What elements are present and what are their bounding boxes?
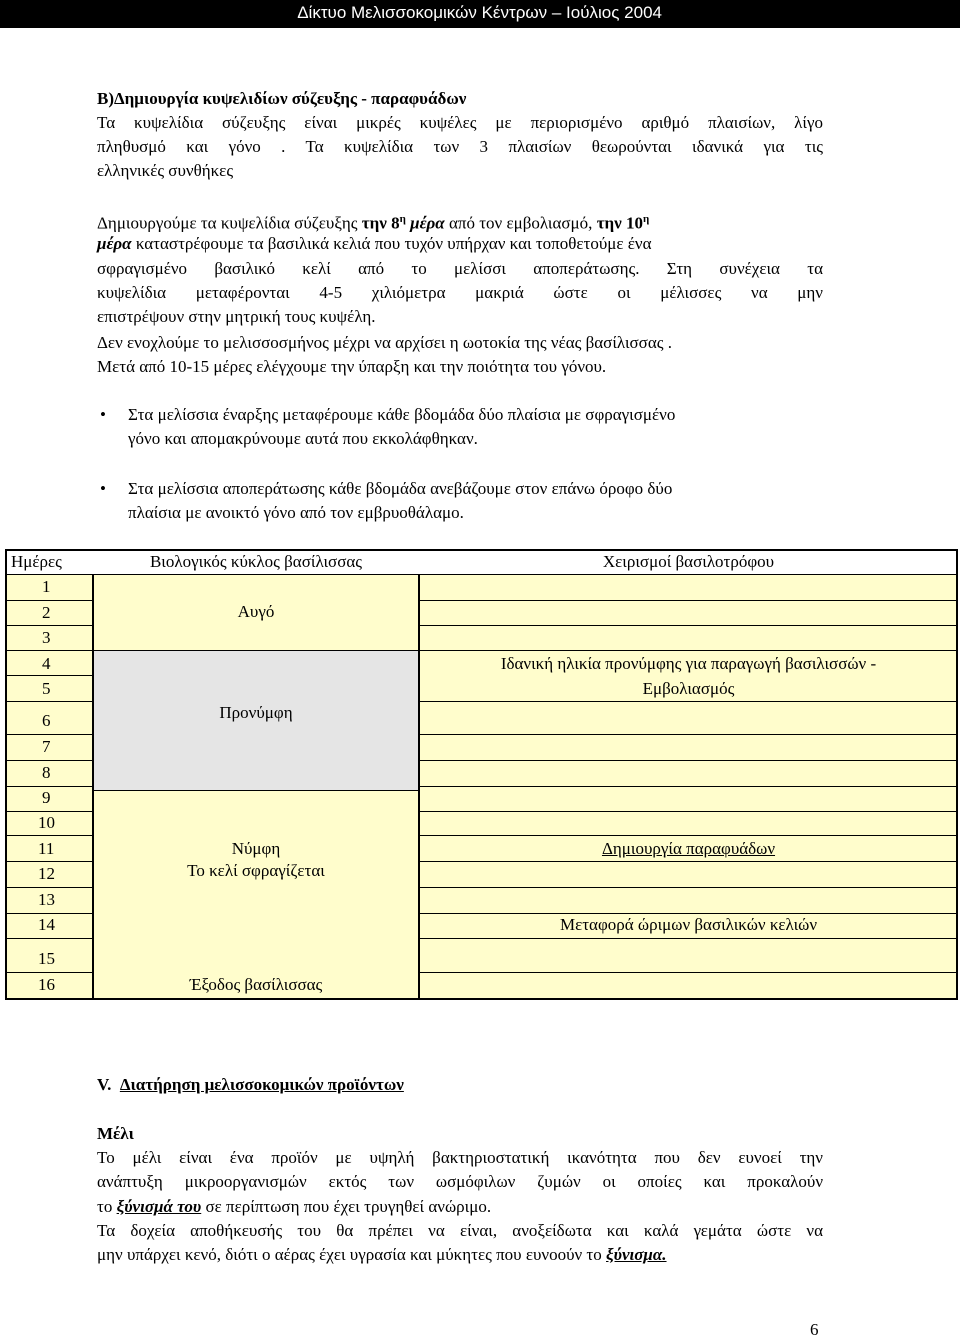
day-cell: 5 — [42, 679, 51, 698]
queen-cycle-table — [5, 549, 958, 1000]
grid-line — [418, 575, 420, 1000]
honey-line: Το μέλι είναι ένα προϊόν με υψηλή βακτηριοστατική ικανότητα που δεν ευνοεί την — [97, 1148, 823, 1167]
action-create-splits: Δημιουργία παραφυάδων — [601, 839, 776, 858]
p3: Δεν ενοχλούμε το μελισσοσμήνος μέχρι να αρχίσει η ωοτοκία της νέας βασίλισσας . — [97, 333, 672, 352]
day-cell: 9 — [42, 788, 51, 807]
grid-line — [5, 701, 93, 702]
p2-line: κυψελίδια μεταφέρονται 4-5 χιλιόμετρα μακριά ώστε οι μέλισσες να μην — [97, 283, 823, 302]
p2-line: επιστρέψουν στην μητρική τους κυψέλη. — [97, 307, 376, 326]
stage-larva: Προνύμφη — [219, 703, 293, 722]
grid-line — [419, 887, 958, 888]
grid-line — [5, 887, 93, 888]
section-v-heading — [97, 1073, 404, 1097]
intro-line: ελληνικές συνθήκες — [97, 161, 234, 180]
day-cell: 7 — [42, 737, 51, 756]
section-v-number: V. — [97, 1075, 112, 1094]
grid-line — [419, 938, 958, 939]
bullet-1-line-2: γόνο και απομακρύνουμε αυτά που εκκολάφθηκαν. — [128, 429, 478, 448]
action-transfer-cells: Μεταφορά ώριμων βασιλικών κελιών — [559, 915, 818, 934]
intro-line: πληθυσμό και γόνο . Τα κυψελίδια των 3 πλαισίων θεωρούνται ιδανικά για τις — [97, 137, 823, 156]
grid-line — [5, 574, 958, 575]
grid-line — [419, 734, 958, 735]
honey-em: ξύνισμά του — [116, 1197, 202, 1216]
pupa-bg — [93, 790, 419, 1000]
grid-line — [419, 835, 958, 836]
section-b-intro — [97, 111, 823, 183]
honey-em: ξύνισμα. — [606, 1245, 667, 1264]
grid-line — [5, 938, 93, 939]
honey-text: μην υπάρχει κενό, διότι ο αέρας έχει υγρασία και μύκητες που ευνοούν το — [97, 1245, 607, 1264]
grid-line — [5, 650, 93, 651]
honey-line: Τα δοχεία αποθήκευσής του θα πρέπει να είναι, ανοξείδωτα και καλά γεμάτα ώστε να — [97, 1221, 823, 1240]
stage-egg: Αυγό — [237, 602, 275, 621]
grid-line — [5, 600, 93, 601]
day-cell: 3 — [42, 628, 51, 647]
honey-line: ανάπτυξη μικροοργανισμών εκτός των ωσμόφιλων ζυμών οι οποίες και προκαλούν — [97, 1172, 823, 1191]
day-cell: 1 — [42, 577, 51, 596]
grid-line — [5, 786, 93, 787]
grid-line — [5, 972, 93, 973]
honey-body — [97, 1146, 823, 1194]
p2-sup: η — [643, 213, 650, 225]
day-cell: 15 — [38, 949, 55, 968]
grid-line — [419, 625, 958, 626]
grid-line — [419, 760, 958, 761]
grid-line — [5, 625, 93, 626]
grid-line — [5, 734, 93, 735]
stage-cell-sealed: Το κελί σφραγίζεται — [187, 861, 325, 880]
header-breeder-actions: Χειρισμοί βασιλοτρόφου — [602, 552, 775, 571]
bullet-glyph: • — [100, 405, 106, 424]
grid-line — [5, 811, 93, 812]
grid-line — [5, 913, 93, 914]
grid-line — [419, 650, 958, 651]
grid-line — [5, 549, 958, 551]
p2-bold-italic: μέρα — [97, 234, 132, 253]
grid-line — [419, 861, 958, 862]
day-cell: 12 — [38, 864, 55, 883]
honey-title: Μέλι — [97, 1124, 134, 1143]
day-cell: 14 — [38, 915, 55, 934]
grid-line — [92, 575, 94, 1000]
day-cell: 8 — [42, 763, 51, 782]
honey-body-2 — [97, 1219, 823, 1243]
p2-text: καταστρέφουμε τα βασιλικά κελιά που τυχόν υπήρχαν και τοποθετούμε ένα — [131, 234, 652, 253]
stage-pupa: Νύμφη — [231, 839, 281, 858]
bullet-2-line-2: πλαίσια με ανοικτό γόνο από τον εμβρυοθάλαμο. — [128, 503, 464, 522]
p2-line: σφραγισμένο βασιλικό κελί από το μελίσσι αποπεράτωσης. Στη συνέχεια τα — [97, 259, 823, 278]
grid-line — [5, 998, 958, 1000]
grid-line — [5, 549, 7, 1000]
grid-line — [419, 913, 958, 914]
p2-body — [97, 257, 823, 329]
header-queen-cycle: Βιολογικός κύκλος βασίλισσας — [149, 552, 363, 571]
bullet-1-line-1: Στα μελίσσια έναρξης μεταφέρουμε κάθε βδομάδα δύο πλαίσια με σφραγισμένο — [128, 405, 676, 424]
action-ideal-age: Ιδανική ηλικία προνύμφης για παραγωγή βασιλισσών - — [500, 654, 877, 673]
page-number: 6 — [810, 1320, 819, 1339]
p4: Μετά από 10-15 μέρες ελέγχουμε την ύπαρξη και την ποιότητα του γόνου. — [97, 357, 607, 376]
p2-bold: την 10 — [596, 213, 644, 233]
grid-line — [419, 701, 958, 702]
grid-line — [5, 861, 93, 862]
grid-line — [419, 600, 958, 601]
intro-line: Τα κυψελίδια σύζευξης είναι μικρές κυψέλες με περιορισμένο αριθμό πλαισίων, λίγο — [97, 113, 823, 132]
p2-line-2 — [97, 232, 652, 256]
day-cell: 13 — [38, 890, 55, 909]
header-title: Δίκτυο Μελισσοκομικών Κέντρων – Ιούλιος 2004 — [297, 3, 662, 22]
day-cell: 2 — [42, 603, 51, 622]
day-cell: 16 — [38, 975, 55, 994]
grid-line — [419, 972, 958, 973]
bullet-2-line-1: Στα μελίσσια αποπεράτωσης κάθε βδομάδα ανεβάζουμε στον επάνω όροφο δύο — [128, 479, 673, 498]
header-days: Ημέρες — [11, 552, 62, 571]
grid-line — [5, 760, 93, 761]
day-cell: 6 — [42, 711, 51, 730]
honey-line-3 — [97, 1195, 491, 1219]
p2-bold: την 8 — [361, 213, 400, 233]
honey-text: σε περίπτωση που έχει τρυγηθεί ανώριμο. — [201, 1197, 492, 1216]
grid-line — [419, 811, 958, 812]
grid-line — [5, 835, 93, 836]
p2-bold-italic: μέρα — [405, 213, 445, 233]
section-v-title: Διατήρηση μελισσοκομικών προϊόντων — [119, 1075, 404, 1094]
day-cell: 10 — [38, 813, 55, 832]
day-cell: 4 — [42, 654, 51, 673]
day-cell: 11 — [38, 839, 55, 858]
grid-line — [93, 790, 419, 791]
honey-line-5 — [97, 1243, 667, 1267]
honey-text: το — [97, 1197, 117, 1216]
stage-queen-exit: Έξοδος βασίλισσας — [189, 975, 323, 994]
section-b-heading: Β)Δημιουργία κυψελιδίων σύζευξης - παραφυάδων — [97, 89, 467, 108]
action-grafting: Εμβολιασμός — [642, 679, 735, 698]
grid-line — [419, 786, 958, 787]
p2-sup: η — [399, 213, 406, 225]
bullet-glyph: • — [100, 479, 106, 498]
page-header — [0, 0, 960, 28]
actions-bg — [419, 575, 958, 1000]
p2-text: Δημιουργούμε τα κυψελίδια σύζευξης — [97, 213, 362, 233]
p2-text: από τον εμβολιασμό, — [444, 213, 597, 233]
grid-line — [93, 650, 419, 651]
grid-line — [5, 675, 93, 676]
